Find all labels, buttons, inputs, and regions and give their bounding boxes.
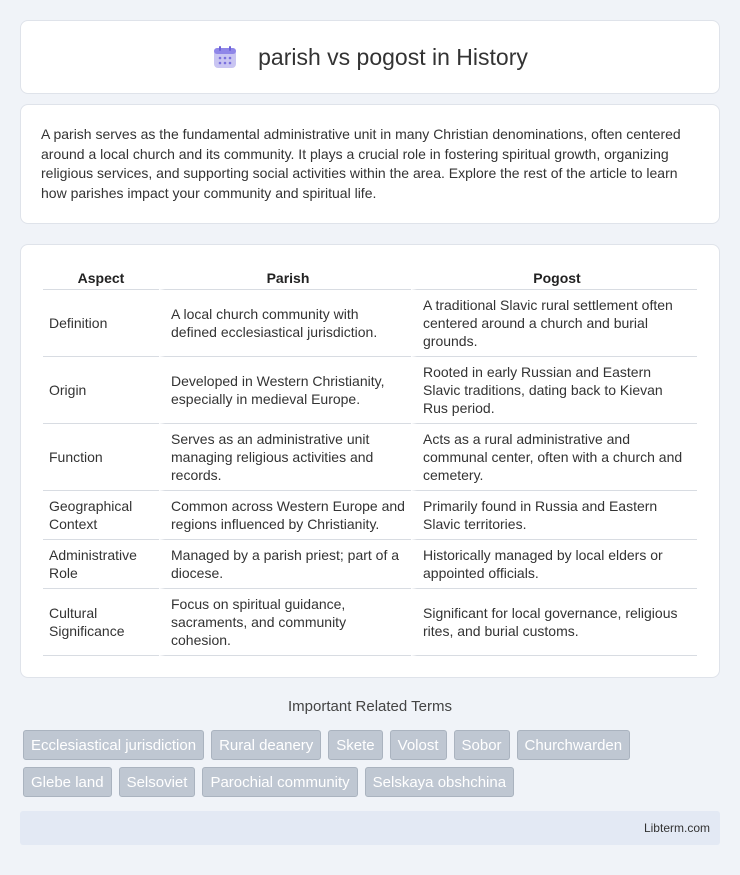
- row-aspect: Cultural Significance: [43, 589, 159, 656]
- row-pogost: Significant for local governance, religious rites, and burial customs.: [411, 589, 697, 656]
- related-term-tag[interactable]: Selsoviet: [119, 767, 196, 797]
- row-pogost: Acts as a rural administrative and communal center, often with a church and cemetery.: [411, 424, 697, 491]
- row-aspect: Administrative Role: [43, 540, 159, 589]
- table-row: [43, 491, 697, 540]
- row-aspect: Function: [43, 424, 159, 491]
- related-terms-list: [23, 730, 723, 797]
- intro-card: [20, 104, 720, 224]
- row-pogost: Rooted in early Russian and Eastern Slavic traditions, dating back to Kievan Rus period.: [411, 357, 697, 424]
- related-terms-title: Important Related Terms: [288, 698, 452, 715]
- row-pogost: Primarily found in Russia and Eastern Slavic territories.: [411, 491, 697, 540]
- row-parish: Common across Western Europe and regions influenced by Christianity.: [159, 491, 411, 540]
- footer: [20, 811, 720, 845]
- related-term-tag[interactable]: Skete: [328, 730, 382, 760]
- row-parish: Focus on spiritual guidance, sacraments, and community cohesion.: [159, 589, 411, 656]
- comparison-table-card: [20, 244, 720, 678]
- calendar-icon: [212, 44, 238, 70]
- row-pogost: A traditional Slavic rural settlement often centered around a church and burial grounds.: [411, 290, 697, 357]
- related-term-tag[interactable]: Churchwarden: [517, 730, 631, 760]
- footer-site-link[interactable]: Libterm.com: [643, 821, 710, 835]
- table-row: [43, 424, 697, 491]
- related-term-tag[interactable]: Parochial community: [202, 767, 357, 797]
- table-header-row: [43, 263, 697, 290]
- related-term-tag[interactable]: Glebe land: [23, 767, 112, 797]
- row-parish: A local church community with defined ecclesiastical jurisdiction.: [159, 290, 411, 357]
- row-parish: Managed by a parish priest; part of a diocese.: [159, 540, 411, 589]
- page-title: parish vs pogost in History: [258, 43, 528, 70]
- related-term-tag[interactable]: Selskaya obshchina: [365, 767, 514, 797]
- table-row: [43, 357, 697, 424]
- related-term-tag[interactable]: Rural deanery: [211, 730, 321, 760]
- comparison-table: [43, 263, 697, 656]
- header-card: [20, 20, 720, 94]
- row-aspect: Geographical Context: [43, 491, 159, 540]
- related-term-tag[interactable]: Sobor: [454, 730, 510, 760]
- row-parish: Developed in Western Christianity, especially in medieval Europe.: [159, 357, 411, 424]
- header-aspect: Aspect: [43, 263, 159, 290]
- table-row: [43, 589, 697, 656]
- header-pogost: Pogost: [411, 263, 697, 290]
- table-row: [43, 290, 697, 357]
- table-row: [43, 540, 697, 589]
- related-term-tag[interactable]: Ecclesiastical jurisdiction: [23, 730, 204, 760]
- related-term-tag[interactable]: Volost: [390, 730, 447, 760]
- row-aspect: Definition: [43, 290, 159, 357]
- row-pogost: Historically managed by local elders or appointed officials.: [411, 540, 697, 589]
- row-parish: Serves as an administrative unit managing religious activities and records.: [159, 424, 411, 491]
- row-aspect: Origin: [43, 357, 159, 424]
- header-parish: Parish: [159, 263, 411, 290]
- intro-text: A parish serves as the fundamental administrative unit in many Christian denominations, often centered around a local church and its community. It plays a crucial role in fostering spiritual growth, organizing religious services, and supporting social activities within the area. Explore the rest of the article to learn how parishes impact your community and spiritual life.: [41, 126, 681, 201]
